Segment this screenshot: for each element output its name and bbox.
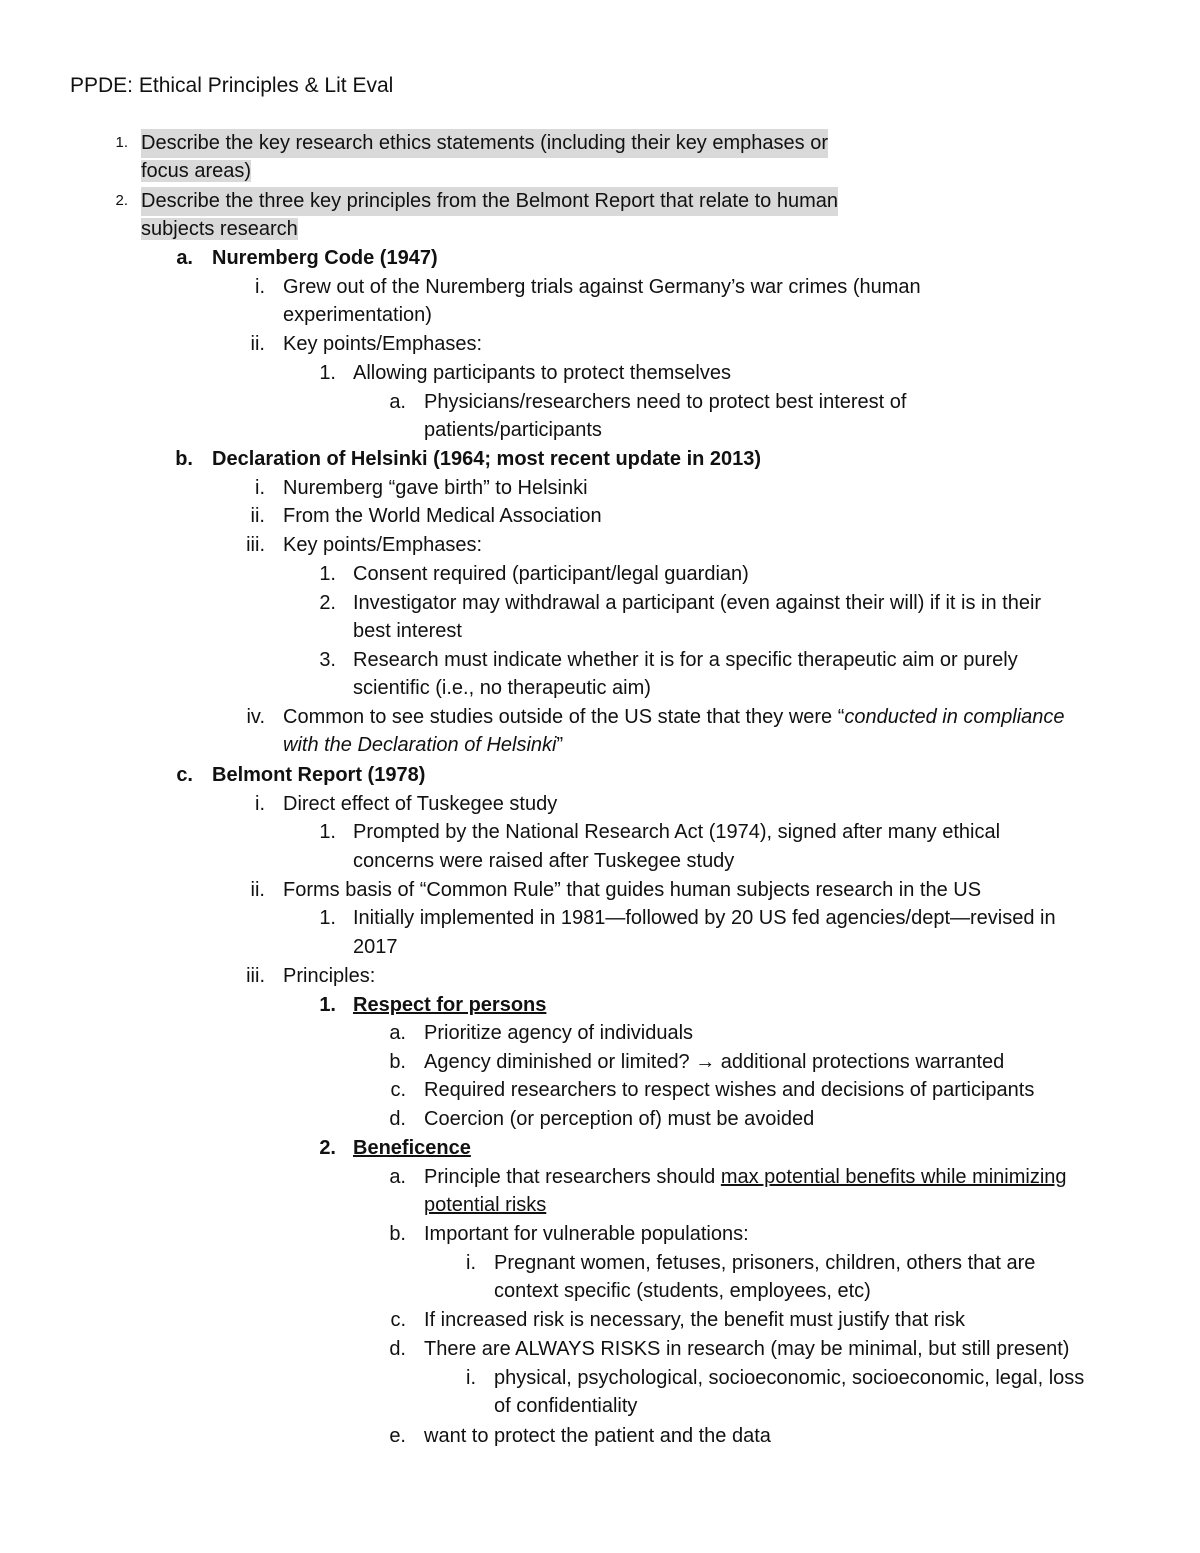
- item-text: Allowing participants to protect themselves: [353, 362, 731, 384]
- list-marker: b.: [389, 1051, 406, 1073]
- list-marker: c.: [176, 764, 193, 786]
- item-text-cont: concerns were raised after Tuskegee study: [353, 850, 735, 872]
- item-text: Pregnant women, fetuses, prisoners, children, others that are: [494, 1252, 1036, 1274]
- section-heading: Nuremberg Code (1947): [212, 247, 438, 269]
- item-text-cont: best interest: [353, 620, 462, 642]
- italic-run: conducted in compliance: [844, 706, 1065, 728]
- objective-1-cont: [141, 157, 251, 186]
- item-text-cont: context specific (students, employees, etc): [494, 1280, 871, 1302]
- item-text: Principles:: [283, 965, 376, 987]
- principle-heading: Respect for persons: [353, 994, 547, 1016]
- list-marker: e.: [389, 1425, 406, 1447]
- list-marker: a.: [389, 1166, 406, 1188]
- item-text-cont: [424, 1191, 546, 1220]
- item-text: If increased risk is necessary, the benefit must justify that risk: [424, 1309, 965, 1331]
- section-heading: Declaration of Helsinki (1964; most recent update in 2013): [212, 448, 762, 470]
- objective-text: Describe the key research ethics statements (including their key emphases or: [141, 129, 828, 158]
- list-marker: i.: [466, 1252, 476, 1274]
- item-text-cont: of confidentiality: [494, 1395, 638, 1417]
- item-text-cont: [283, 731, 563, 760]
- list-marker: iv.: [246, 706, 265, 728]
- list-marker: i.: [466, 1367, 476, 1389]
- list-marker: i.: [255, 793, 265, 815]
- item-text: Consent required (participant/legal guardian): [353, 563, 749, 585]
- list-marker: ii.: [250, 333, 265, 355]
- underline-run: max potential benefits while minimizing: [720, 1166, 1067, 1188]
- list-marker: d.: [389, 1338, 406, 1360]
- list-marker: b.: [175, 448, 193, 470]
- list-marker: a.: [389, 391, 406, 413]
- item-text: Nuremberg “gave birth” to Helsinki: [283, 477, 588, 499]
- list-marker: ii.: [250, 879, 265, 901]
- item-text: [424, 1163, 1067, 1192]
- list-marker: ii.: [250, 505, 265, 527]
- item-text-cont: patients/participants: [424, 419, 602, 441]
- objective-2-cont: [141, 215, 298, 244]
- item-text: physical, psychological, socioeconomic, socioeconomic, legal, loss: [494, 1367, 1085, 1389]
- list-marker: i.: [255, 276, 265, 298]
- item-text: Prompted by the National Research Act (1974), signed after many ethical: [353, 821, 1001, 843]
- underline-run: potential risks: [424, 1194, 547, 1216]
- item-text: Research must indicate whether it is for a specific therapeutic aim or purely: [353, 649, 1018, 671]
- item-text: From the World Medical Association: [283, 505, 602, 527]
- list-marker: iii.: [246, 534, 265, 556]
- item-text: Key points/Emphases:: [283, 534, 482, 556]
- list-marker: b.: [389, 1223, 406, 1245]
- section-heading: Belmont Report (1978): [212, 764, 426, 786]
- item-text: Key points/Emphases:: [283, 333, 482, 355]
- item-text: want to protect the patient and the data: [424, 1425, 771, 1447]
- list-marker: a.: [176, 247, 193, 269]
- list-marker: a.: [389, 1022, 406, 1044]
- item-text: [283, 703, 1065, 732]
- list-marker: c.: [390, 1309, 406, 1331]
- item-text: Physicians/researchers need to protect best interest of: [424, 391, 907, 413]
- item-text: Initially implemented in 1981—followed by 20 US fed agencies/dept—revised in: [353, 907, 1056, 929]
- item-text: There are ALWAYS RISKS in research (may be minimal, but still present): [424, 1338, 1070, 1360]
- item-text: Coercion (or perception of) must be avoided: [424, 1108, 815, 1130]
- list-marker: iii.: [246, 965, 265, 987]
- item-text-cont: 2017: [353, 936, 398, 958]
- list-marker: 1.: [319, 907, 336, 929]
- list-marker: 3.: [319, 649, 336, 671]
- list-marker: 1.: [115, 134, 128, 151]
- objective-text: Describe the three key principles from the Belmont Report that relate to human: [141, 187, 838, 216]
- item-text-cont: scientific (i.e., no therapeutic aim): [353, 677, 651, 699]
- list-marker: d.: [389, 1108, 406, 1130]
- item-text: Important for vulnerable populations:: [424, 1223, 749, 1245]
- list-marker: 2.: [319, 1137, 336, 1159]
- list-marker: 2.: [319, 592, 336, 614]
- list-marker: 1.: [319, 563, 336, 585]
- text-run: Common to see studies outside of the US state that they were “: [283, 706, 845, 728]
- objective-text: focus areas): [141, 160, 252, 182]
- item-text: Required researchers to respect wishes and decisions of participants: [424, 1079, 1035, 1101]
- item-text: Direct effect of Tuskegee study: [283, 793, 558, 815]
- list-marker: 1.: [319, 362, 336, 384]
- text-run: Principle that researchers should: [424, 1166, 721, 1188]
- list-marker: c.: [390, 1079, 406, 1101]
- item-text-cont: experimentation): [283, 304, 432, 326]
- list-marker: i.: [255, 477, 265, 499]
- list-marker: 1.: [319, 821, 336, 843]
- principle-heading: Beneficence: [353, 1137, 471, 1159]
- document-title: PPDE: Ethical Principles & Lit Eval: [70, 74, 394, 97]
- list-marker: 1.: [319, 994, 336, 1016]
- item-text: Agency diminished or limited? → additional protections warranted: [424, 1051, 1005, 1073]
- item-text: Investigator may withdrawal a participant (even against their will) if it is in their: [353, 592, 1042, 614]
- item-text: Grew out of the Nuremberg trials against Germany’s war crimes (human: [283, 276, 921, 298]
- list-marker: 2.: [115, 192, 128, 209]
- italic-run: with the Declaration of Helsinki: [283, 734, 557, 756]
- text-run: ”: [556, 734, 564, 756]
- item-text: Prioritize agency of individuals: [424, 1022, 694, 1044]
- objective-text: subjects research: [141, 218, 298, 240]
- item-text: Forms basis of “Common Rule” that guides human subjects research in the US: [283, 879, 982, 901]
